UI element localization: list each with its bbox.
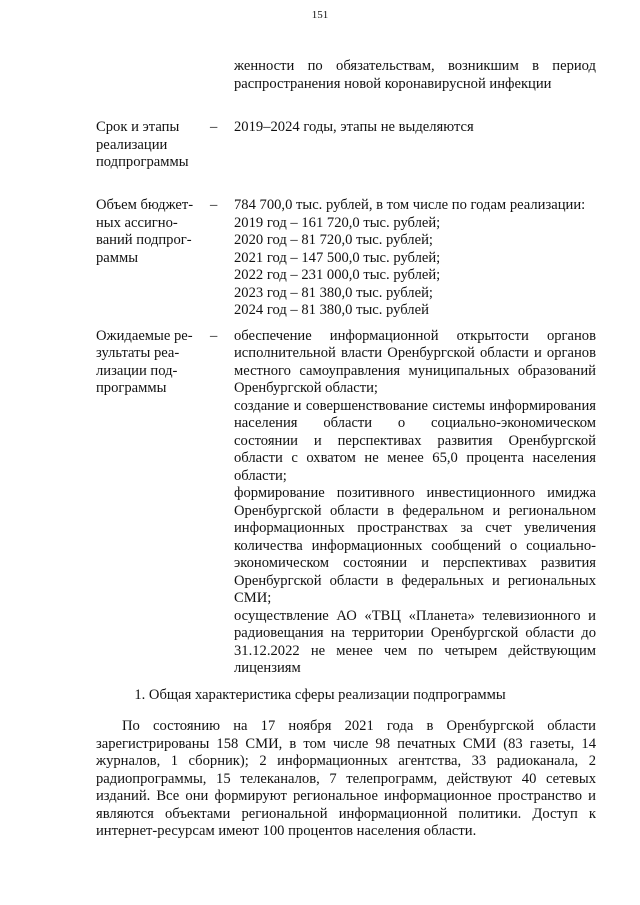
value-line: 2019 год – 161 720,0 тыс. рублей;: [234, 214, 441, 231]
section-body: [96, 718, 596, 841]
row-dash: –: [210, 327, 218, 344]
value-line: 2020 год – 81 720,0 тыс. рублей;: [234, 232, 433, 248]
subprogram-passport: [96, 58, 596, 678]
value-line: 2024 год – 81 380,0 тыс. рублей: [234, 302, 429, 318]
value-line: 2022 год – 231 000,0 тыс. рублей;: [234, 267, 441, 283]
value-line: создание и совершенствование системы информирования населения области о социально-экономическом состоянии и перспективах развития Оренбургской области с охватом не менее 65,0 процента населения области;: [234, 397, 596, 484]
section-title: 1. Общая характеристика сферы реализации подпрограммы: [134, 687, 506, 703]
value-line: формирование позитивного инвестиционного имиджа Оренбургской области в федеральном и региональном информационных пространствах за счет увеличения количества информационных сообщений о социально-экономическом состоянии и перспективах развития Оренбургской области в федеральных и региональных СМИ;: [234, 485, 596, 606]
page-number: 151: [311, 9, 329, 21]
row-label: Объем бюджет-ных ассигно-ваний подпрог-раммы: [96, 197, 194, 266]
row-value: [234, 197, 596, 320]
row-value: [234, 328, 596, 678]
row-label: Срок и этапы реализации подпрограммы: [96, 119, 189, 170]
row-value: [234, 119, 596, 171]
row-dash: –: [210, 119, 218, 135]
row-dash: –: [210, 197, 218, 213]
value-line: 784 700,0 тыс. рублей, в том числе по годам реализации:: [234, 197, 586, 213]
row-label: Ожидаемые ре-зультаты реа-лизации под-программы: [96, 327, 193, 396]
value-line: 2023 год – 81 380,0 тыс. рублей;: [234, 284, 433, 301]
passport-continuation: [96, 58, 596, 93]
value-line: 2021 год – 147 500,0 тыс. рублей;: [234, 249, 441, 266]
value-line: осуществление АО «ТВЦ «Планета» телевизионного и радиовещания на территории Оренбургской области до 31.12.2022 не менее чем по четырем действующим лицензиям: [234, 607, 596, 676]
value-line: 2019–2024 годы, этапы не выделяются: [234, 119, 474, 135]
value-line: обеспечение информационной открытости органов исполнительной власти Оренбургской области и органов местного самоуправления муниципальных образований Оренбургской области;: [234, 327, 596, 396]
passport-row-results: [96, 328, 596, 678]
body-paragraph: По состоянию на 17 ноября 2021 года в Оренбургской области зарегистрированы 158 СМИ, в том числе 98 печатных СМИ (83 газеты, 14 журналов, 1 сборник); 2 информационных агентства, 33 радиоканала, 2 радиопрограммы, 15 телеканалов, 7 телепрограмм, действуют 40 сетевых изданий. Все они формируют региональное информационное пространство и являются объектами региональной информационной политики. Доступ к интернет-ресурсам имеют 100 процентов населения области.: [96, 718, 596, 839]
passport-row-budget: [96, 197, 596, 320]
continuation-text: женности по обязательствам, возникшим в период распространения новой коронавирусной инфекции: [234, 58, 596, 92]
passport-row-period: [96, 119, 596, 171]
